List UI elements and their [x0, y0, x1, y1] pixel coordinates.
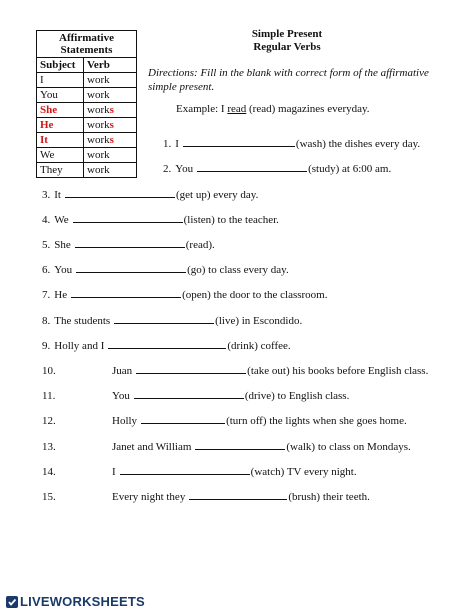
exercise-subject: You: [112, 390, 130, 402]
answer-blank[interactable]: [76, 262, 186, 273]
table-caption: Affirmative Statements: [37, 31, 137, 58]
exercise-item: [163, 161, 391, 175]
verb-base: work: [87, 74, 110, 86]
exercise-verb-prompt: (walk) to class on Mondays.: [286, 441, 411, 453]
table-body: [37, 73, 137, 178]
exercise-subject: Every night they: [112, 491, 186, 503]
verb-suffix: s: [109, 104, 114, 116]
verb-base: work: [87, 119, 110, 131]
footer-brand: [6, 594, 145, 609]
exercise-verb-prompt: (study) at 6:00 am.: [308, 163, 392, 175]
exercise-item: [163, 136, 420, 150]
subject-header: Subject: [37, 58, 84, 73]
verb-cell: [84, 73, 137, 88]
exercise-verb-prompt: (listen) to the teacher.: [183, 214, 279, 226]
subject-cell: He: [37, 118, 84, 133]
exercise-number: 7.: [42, 289, 51, 301]
answer-blank[interactable]: [197, 161, 307, 172]
exercise-verb-prompt: (open) the door to the classroom.: [182, 289, 328, 301]
subject-cell: I: [37, 73, 84, 88]
exercise-number: 1.: [163, 138, 172, 150]
table-row: [37, 73, 137, 88]
exercise-verb-prompt: (live) in Escondido.: [215, 315, 303, 327]
exercise-verb-prompt: (wash) the dishes every day.: [295, 138, 421, 150]
exercise-number: 13.: [42, 441, 56, 453]
answer-blank[interactable]: [75, 237, 185, 248]
exercise-subject: It: [54, 189, 61, 201]
verb-suffix: s: [109, 119, 114, 131]
exercise-item: [42, 237, 215, 251]
exercise-subject: He: [54, 289, 68, 301]
table-row: [37, 133, 137, 148]
verb-header: Verb: [84, 58, 137, 73]
answer-blank[interactable]: [134, 388, 244, 399]
subject-cell: You: [37, 88, 84, 103]
example-suffix: (read) magazines everyday.: [249, 103, 370, 115]
exercise-item: [42, 287, 327, 301]
answer-blank[interactable]: [136, 363, 246, 374]
exercise-number: 12.: [42, 415, 56, 427]
verb-cell: [84, 88, 137, 103]
answer-blank[interactable]: [71, 287, 181, 298]
exercise-item: [42, 439, 411, 453]
answer-blank[interactable]: [189, 489, 287, 500]
example-sentence: [176, 103, 370, 115]
verb-cell: [84, 133, 137, 148]
verb-base: work: [87, 164, 110, 176]
exercise-number: 10.: [42, 365, 56, 377]
exercise-verb-prompt: (drink) coffee.: [227, 340, 291, 352]
table-row: [37, 148, 137, 163]
verb-cell: [84, 148, 137, 163]
answer-blank[interactable]: [183, 136, 295, 147]
exercise-verb-prompt: (get up) every day.: [175, 189, 259, 201]
directions-text: Directions: Fill in the blank with correct form of the affirmative simple present.: [148, 67, 429, 93]
exercise-item: [42, 363, 428, 377]
verb-base: work: [87, 104, 110, 116]
verb-cell: [84, 163, 137, 178]
title-line-2: Regular Verbs: [253, 41, 321, 53]
exercise-subject: I: [175, 138, 179, 150]
exercise-item: [42, 464, 357, 478]
answer-blank[interactable]: [114, 313, 214, 324]
answer-blank[interactable]: [65, 187, 175, 198]
exercise-item: [42, 187, 258, 201]
exercise-item: [42, 262, 289, 276]
title-line-1: Simple Present: [251, 28, 323, 40]
answer-blank[interactable]: [120, 464, 250, 475]
exercise-verb-prompt: (brush) their teeth.: [288, 491, 370, 503]
verb-cell: [84, 118, 137, 133]
verb-base: work: [87, 149, 110, 161]
exercise-item: [42, 338, 291, 352]
exercise-verb-prompt: (read).: [185, 239, 215, 251]
exercise-number: 4.: [42, 214, 51, 226]
exercise-number: 9.: [42, 340, 51, 352]
exercise-number: 2.: [163, 163, 172, 175]
exercise-subject: Holly: [112, 415, 138, 427]
example-answer: read: [227, 103, 247, 115]
exercise-subject: The students: [54, 315, 111, 327]
exercise-subject: She: [54, 239, 71, 251]
exercise-item: [42, 489, 370, 503]
liveworksheets-logo-icon: [6, 596, 18, 608]
example-prefix: Example: I: [176, 103, 225, 115]
exercise-item: [42, 413, 407, 427]
exercise-verb-prompt: (watch) TV every night.: [250, 466, 357, 478]
table-row: [37, 88, 137, 103]
exercise-number: 15.: [42, 491, 56, 503]
exercise-verb-prompt: (drive) to English class.: [244, 390, 350, 402]
worksheet-title: [232, 28, 342, 54]
exercise-subject: We: [54, 214, 69, 226]
exercise-subject: Juan: [112, 365, 133, 377]
table-row: [37, 163, 137, 178]
subject-cell: They: [37, 163, 84, 178]
exercise-subject: Janet and William: [112, 441, 192, 453]
exercise-subject: You: [54, 264, 73, 276]
exercise-subject: You: [175, 163, 194, 175]
exercise-item: [42, 388, 349, 402]
exercise-verb-prompt: (turn off) the lights when she goes home.: [226, 415, 407, 427]
exercise-number: 8.: [42, 315, 51, 327]
exercise-subject: I: [112, 466, 116, 478]
exercise-item: [42, 212, 279, 226]
verb-base: work: [87, 134, 110, 146]
exercise-subject: Holly and I: [54, 340, 105, 352]
subject-cell: We: [37, 148, 84, 163]
exercise-verb-prompt: (take out) his books before English class.: [247, 365, 429, 377]
footer-brand-text: LIVEWORKSHEETS: [20, 594, 145, 609]
exercise-number: 14.: [42, 466, 56, 478]
exercise-verb-prompt: (go) to class every day.: [187, 264, 289, 276]
subject-cell: It: [37, 133, 84, 148]
exercise-number: 3.: [42, 189, 51, 201]
exercise-number: 6.: [42, 264, 51, 276]
answer-blank[interactable]: [141, 413, 225, 424]
exercise-number: 5.: [42, 239, 51, 251]
table-row: [37, 103, 137, 118]
subject-cell: She: [37, 103, 84, 118]
verb-cell: [84, 103, 137, 118]
verb-suffix: s: [109, 134, 114, 146]
answer-blank[interactable]: [73, 212, 183, 223]
answer-blank[interactable]: [195, 439, 285, 450]
answer-blank[interactable]: [108, 338, 226, 349]
table-row: [37, 118, 137, 133]
exercise-number: 11.: [42, 390, 56, 402]
verb-conjugation-table: [36, 30, 137, 178]
verb-base: work: [87, 89, 110, 101]
exercise-item: [42, 313, 302, 327]
